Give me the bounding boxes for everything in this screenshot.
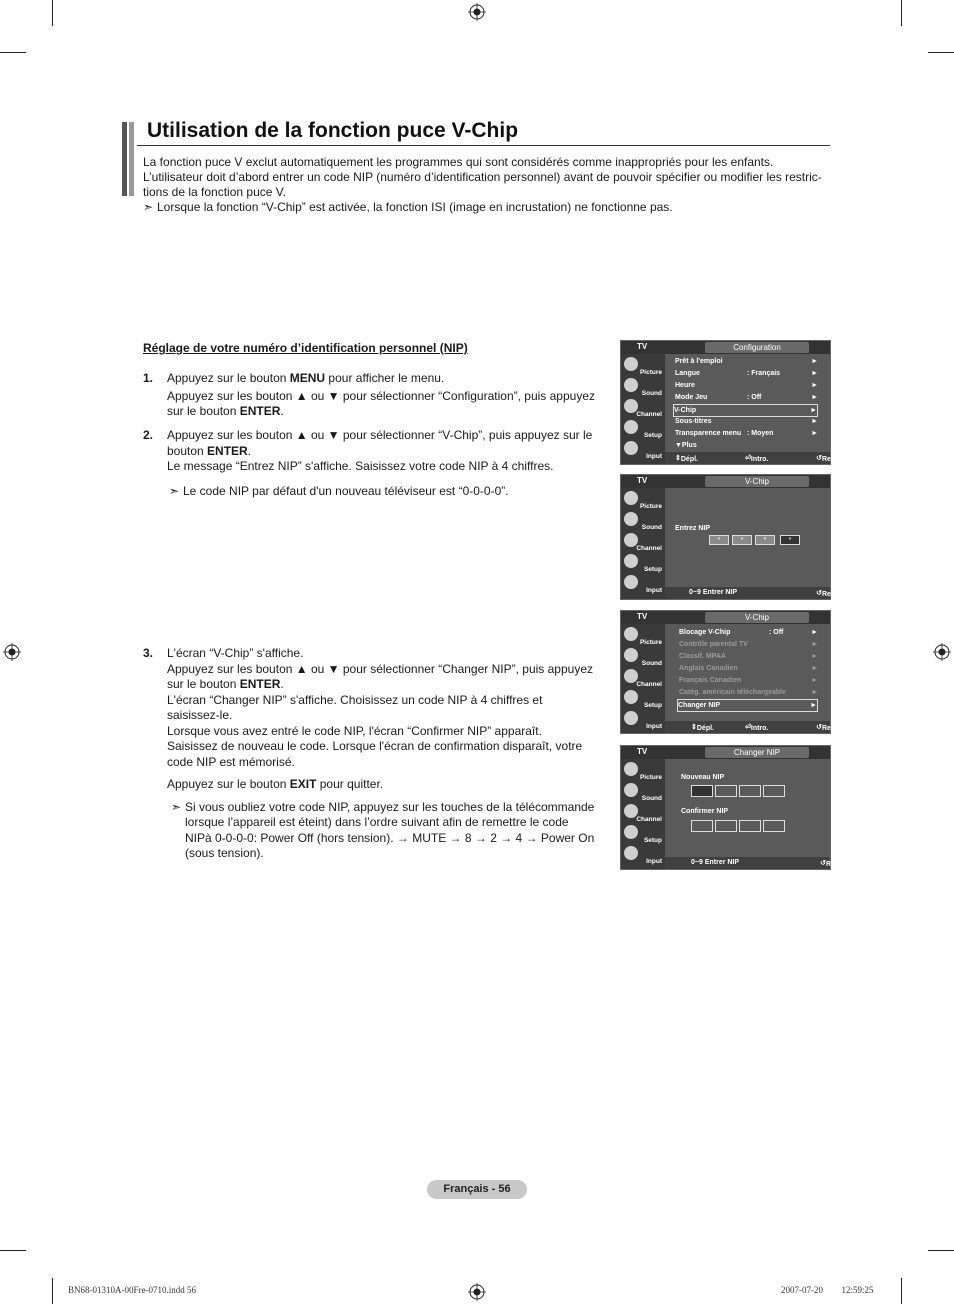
osd-sidebar-picture[interactable] [622, 626, 664, 646]
osd-sidebar [621, 488, 665, 599]
osd-sidebar-input[interactable] [622, 845, 664, 865]
osd-footer-enter-label: Intro. [750, 725, 769, 732]
osd-tv-label: TV [637, 612, 648, 621]
osd-menu-item-label: Contrôle parental TV [679, 641, 748, 648]
step-line: Appuyez sur les bouton ▲ ou ▼ pour sélectionner “Configuration”, puis appuyez sur le bouton ENTER. [167, 388, 595, 418]
arrow-right-icon: ► [811, 629, 818, 636]
arrow-right-icon: ► [810, 407, 817, 414]
osd-menu-item[interactable] [675, 416, 818, 427]
crop-mark [0, 1250, 26, 1251]
input-icon [624, 846, 638, 860]
title-underline [137, 145, 830, 146]
crop-mark [52, 1278, 53, 1304]
osd-footer-enter: ⏎ Intro. [745, 724, 769, 732]
arrow-right-icon: ► [811, 418, 818, 425]
osd-sidebar-input[interactable] [622, 710, 664, 730]
osd-menu-item-value: : Moyen [747, 430, 774, 437]
osd-footer-return-label: Retour [822, 725, 845, 732]
osd-sidebar-setup[interactable] [622, 553, 664, 573]
osd-tv-label: TV [637, 476, 648, 485]
osd-pin-prompt: Entrez NIP [675, 525, 711, 532]
osd-footer-return: ↺ Retour [816, 455, 845, 463]
osd-menu-item-label: Anglais Canadien [679, 665, 738, 672]
gear-icon [624, 554, 638, 568]
osd-menu-item-label: Classif. MPAA [679, 653, 726, 660]
osd-sidebar-sound[interactable] [622, 511, 664, 531]
arrow-right-icon: ► [811, 677, 818, 684]
osd-footer-return: ↺ Retour [816, 590, 845, 598]
step-note-text: Si vous oubliez votre code NIP, appuyez sur les touches de la télécommande lorsque l’appareil est éteint) dans l’ordre suivant afin de remettre le code NIPà 0-0-0-0: Power Off (hors tension). → MUTE → 8 → 2 → 4 → Power On (sous tension). [185, 799, 595, 860]
osd-title: Configuration [705, 342, 809, 353]
sound-icon [624, 512, 638, 526]
step-1 [143, 371, 598, 420]
osd-menu-item-label: ▼Plus [675, 442, 697, 449]
osd-change-pin [620, 745, 849, 870]
osd-menu-item-label: Sous-titres [675, 418, 712, 425]
new-pin-digit-box[interactable] [763, 785, 785, 797]
osd-menu-item-selected[interactable] [677, 699, 818, 712]
input-icon [624, 711, 638, 725]
osd-menu-item-label: Changer NIP [678, 702, 721, 709]
step-number: 3. [143, 646, 154, 660]
osd-footer-move: ⇕ Dépl. [675, 455, 698, 463]
gear-icon [624, 420, 638, 434]
osd-menu-item-value: : Français [747, 370, 781, 377]
gear-icon [624, 825, 638, 839]
step-line: Saisissez de nouveau le code. Lorsque l'écran de confirmation disparaît, votre code NIP est mémorisé. [167, 739, 583, 769]
osd-vchip-pin-entry [620, 474, 845, 600]
osd-sidebar-label: Channel [636, 545, 662, 552]
osd-sidebar-label: Channel [636, 816, 662, 823]
page-title: Utilisation de la fonction puce V-Chip [147, 119, 519, 142]
registration-mark-icon [468, 3, 486, 21]
osd-sidebar-label: Sound [641, 660, 662, 667]
osd-footer-return: ↺ Retour [820, 860, 849, 868]
arrow-right-icon: ► [811, 358, 818, 365]
osd-footer [665, 721, 845, 733]
crop-mark [0, 52, 26, 53]
sound-icon [624, 783, 638, 797]
arrow-right-icon: ► [810, 702, 817, 709]
input-icon [624, 575, 638, 589]
crop-mark [52, 0, 53, 26]
osd-sidebar-input[interactable] [622, 440, 664, 460]
osd-sidebar-label: Channel [636, 411, 662, 418]
osd-footer-hint: 0~9 Entrer NIP [691, 859, 740, 866]
osd-menu-item-label: Transparence menu [675, 430, 742, 437]
arrow-right-icon: ► [811, 641, 818, 648]
osd-footer [665, 587, 845, 599]
osd-menu-item-label: Mode Jeu [675, 394, 708, 401]
osd-sidebar-channel[interactable] [622, 668, 664, 688]
step-3 [143, 646, 598, 862]
osd-header [621, 746, 830, 759]
confirm-pin-digit-box[interactable] [715, 820, 737, 832]
gear-icon [624, 690, 638, 704]
osd-sidebar-label: Sound [641, 390, 662, 397]
input-icon [624, 441, 638, 455]
new-pin-digit-box[interactable] [715, 785, 737, 797]
osd-sidebar-label: Setup [643, 432, 662, 439]
picture-icon [624, 357, 638, 371]
picture-icon [624, 491, 638, 505]
arrow-right-icon: ► [811, 394, 818, 401]
crop-mark [901, 1278, 902, 1304]
note-arrow-icon: ➣ [171, 799, 182, 814]
arrow-right-icon: ► [811, 382, 818, 389]
osd-sidebar-setup[interactable] [622, 689, 664, 709]
title-accent-bar [129, 122, 134, 196]
osd-menu-item-label: Blocage V-Chip [679, 629, 731, 636]
osd-sidebar-label: Picture [639, 369, 662, 376]
osd-sidebar-label: Input [646, 723, 662, 730]
new-pin-digit-box[interactable] [691, 785, 713, 797]
osd-sidebar-label: Picture [639, 774, 662, 781]
arrow-right-icon: ► [811, 370, 818, 377]
print-slug-right: 2007-07-20    12:59:25 [781, 1285, 874, 1295]
osd-header [621, 341, 830, 354]
osd-tv-label: TV [637, 747, 648, 756]
new-pin-digit-box[interactable] [739, 785, 761, 797]
osd-sidebar-label: Picture [639, 639, 662, 646]
osd-sidebar-picture[interactable] [622, 490, 664, 510]
osd-footer-move-label: Dépl. [680, 456, 698, 463]
step-note [169, 800, 598, 862]
step-line: L'écran “Changer NIP” s'affiche. Choisissez un code NIP à 4 chiffres et saisissez-le. [167, 692, 543, 722]
step-2 [143, 428, 598, 499]
intro-note [143, 200, 833, 215]
osd-sidebar-channel[interactable] [622, 803, 664, 823]
sound-icon [624, 378, 638, 392]
confirm-pin-digit-box[interactable] [739, 820, 761, 832]
confirm-pin-digit-box[interactable] [691, 820, 713, 832]
osd-title: V-Chip [705, 612, 809, 623]
osd-sidebar-picture[interactable] [622, 761, 664, 781]
osd-new-pin-label: Nouveau NIP [681, 774, 725, 781]
osd-menu-item-value: : Off [769, 629, 784, 636]
osd-menu-item[interactable] [679, 627, 818, 638]
crop-mark [928, 52, 954, 53]
step-note-text: Le code NIP par défaut d'un nouveau téléviseur est “0-0-0-0”. [183, 483, 509, 498]
osd-menu-item[interactable] [679, 639, 818, 650]
osd-sidebar-label: Input [646, 858, 662, 865]
osd-menu-item[interactable] [675, 380, 818, 391]
osd-sidebar-channel[interactable] [622, 532, 664, 552]
picture-icon [624, 627, 638, 641]
osd-sidebar-label: Sound [641, 524, 662, 531]
osd-sidebar-sound[interactable] [622, 782, 664, 802]
pin-digit-box[interactable]: * [709, 535, 729, 545]
note-arrow-icon: ➣ [169, 483, 180, 498]
osd-sidebar [621, 759, 665, 869]
osd-menu-item[interactable] [675, 440, 818, 451]
step-line: Le message “Entrez NIP” s'affiche. Saisissez votre code NIP à 4 chiffres. [167, 459, 554, 473]
osd-menu-item[interactable] [675, 428, 818, 439]
osd-menu-item[interactable] [675, 368, 818, 379]
step-note [169, 484, 598, 500]
osd-sidebar [621, 354, 665, 464]
osd-sidebar-label: Picture [639, 503, 662, 510]
osd-footer-return-label: Retour [822, 591, 845, 598]
osd-menu-item[interactable] [675, 356, 818, 367]
step-line: Appuyez sur le bouton MENU pour afficher le menu. [167, 371, 445, 385]
crop-mark [901, 0, 902, 26]
osd-title: Changer NIP [705, 747, 809, 758]
note-arrow-icon: ➣ [143, 200, 154, 214]
osd-menu-item[interactable] [679, 687, 818, 698]
section-heading: Réglage de votre numéro d’identification personnel (NIP) [143, 341, 468, 355]
osd-footer-move-label: Dépl. [696, 725, 714, 732]
osd-footer [665, 857, 849, 869]
osd-sidebar-label: Setup [643, 837, 662, 844]
intro-paragraph: La fonction puce V exclut automatiquement les programmes qui sont considérés comme inappropriés pour les enfants. L’utilisateur doit d’abord entrer un code NIP (numéro d’identification personnel) avant de pouvoir spécifier ou modifier les restric-tions de la fonction puce V. [143, 155, 822, 199]
osd-title: V-Chip [705, 476, 809, 487]
step-line: Appuyez sur le bouton EXIT pour quitter. [167, 777, 384, 791]
osd-sidebar-label: Sound [641, 795, 662, 802]
osd-sidebar-label: Setup [643, 566, 662, 573]
step-line: Appuyez sur les bouton ▲ ou ▼ pour sélectionner “Changer NIP”, puis appuyez sur le bouton ENTER. [167, 661, 593, 691]
pin-digit-box[interactable]: * [755, 535, 775, 545]
osd-sidebar-label: Input [646, 453, 662, 460]
step-line: L'écran “V-Chip” s'affiche. [167, 646, 304, 660]
osd-footer-move: ⇕ Dépl. [691, 724, 714, 732]
registration-mark-icon [933, 643, 951, 661]
osd-sidebar [621, 624, 665, 733]
intro-note-text: Lorsque la fonction “V-Chip” est activée, la fonction ISI (image en incrustation) ne fonctionne pas. [157, 200, 673, 214]
page-number: Français - 56 [427, 1180, 527, 1199]
osd-sidebar-label: Channel [636, 681, 662, 688]
arrow-right-icon: ► [811, 665, 818, 672]
osd-menu-item[interactable] [679, 675, 818, 686]
osd-footer [665, 452, 845, 464]
osd-menu-item-label: Langue [675, 370, 700, 377]
osd-sidebar-picture[interactable] [622, 356, 664, 376]
osd-menu-item-label: V-Chip [674, 407, 697, 414]
osd-footer-hint: 0~9 Entrer NIP [689, 589, 738, 596]
step-line: Appuyez sur les bouton ▲ ou ▼ pour sélectionner “V-Chip”, puis appuyez sur le bouton ENTER. [167, 428, 593, 458]
osd-menu-item-value: : Off [747, 394, 762, 401]
confirm-pin-digit-box[interactable] [763, 820, 785, 832]
step-number: 2. [143, 428, 154, 442]
step-line: Lorsque vous avez entré le code NIP, l'écran “Confirmer NIP” apparaît. [167, 723, 542, 738]
crop-mark [928, 1250, 954, 1251]
osd-menu-item[interactable] [679, 663, 818, 674]
osd-sidebar-setup[interactable] [622, 824, 664, 844]
registration-mark-icon [3, 643, 21, 661]
osd-vchip-menu [620, 610, 845, 734]
pin-digit-box[interactable]: * [780, 535, 800, 545]
osd-sidebar-label: Input [646, 587, 662, 594]
osd-menu-item-label: Heure [675, 382, 695, 389]
registration-mark-icon [468, 1283, 486, 1301]
pin-digit-box[interactable]: * [732, 535, 752, 545]
osd-footer-return-label: Retour [822, 456, 845, 463]
osd-footer-enter-label: Intro. [750, 456, 769, 463]
osd-header [621, 611, 830, 624]
osd-tv-label: TV [637, 342, 648, 351]
arrow-right-icon: ► [811, 430, 818, 437]
osd-footer-return-label: Retour [826, 861, 849, 868]
step-number: 1. [143, 371, 154, 385]
osd-footer-return: ↺ Retour [816, 724, 845, 732]
osd-menu-item[interactable] [675, 392, 818, 403]
osd-sidebar-sound[interactable] [622, 377, 664, 397]
osd-sidebar-setup[interactable] [622, 419, 664, 439]
picture-icon [624, 762, 638, 776]
osd-sidebar-channel[interactable] [622, 398, 664, 418]
osd-confirm-pin-label: Confirmer NIP [681, 808, 729, 815]
arrow-right-icon: ► [811, 653, 818, 660]
osd-sidebar-label: Setup [643, 702, 662, 709]
title-accent-bar [122, 122, 127, 196]
osd-menu-item-label: Français Canadien [679, 677, 742, 684]
print-slug-left: BN68-01310A-00Fre-0710.indd 56 [68, 1285, 196, 1295]
osd-sidebar-input[interactable] [622, 574, 664, 594]
osd-header [621, 475, 830, 488]
osd-configuration [620, 340, 845, 465]
osd-menu-item[interactable] [679, 651, 818, 662]
osd-menu-item-label: Prêt à l'emploi [675, 358, 723, 365]
intro [143, 155, 833, 215]
sound-icon [624, 648, 638, 662]
osd-footer-enter: ⏎ Intro. [745, 455, 769, 463]
arrow-right-icon: ► [811, 689, 818, 696]
osd-menu-item-label: Catég. américain téléchargeable [679, 689, 786, 696]
osd-sidebar-sound[interactable] [622, 647, 664, 667]
